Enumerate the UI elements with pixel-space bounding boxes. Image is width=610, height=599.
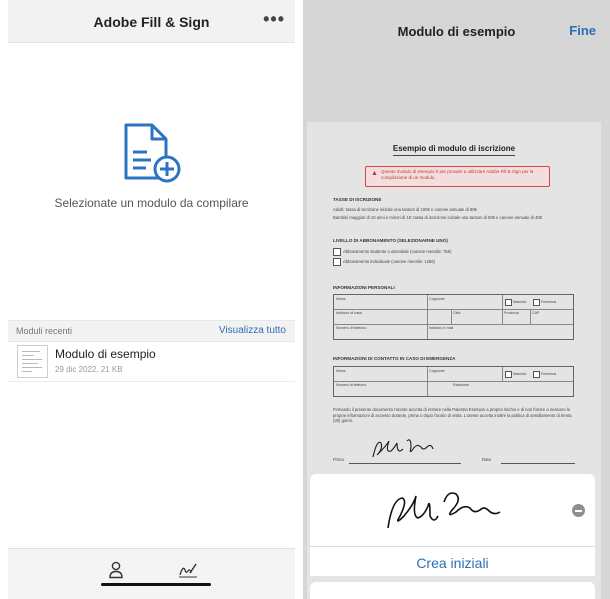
emergency-female-label: Femmina — [541, 372, 556, 376]
next-panel — [310, 582, 595, 599]
profile-icon[interactable] — [108, 561, 124, 584]
emergency-heading: INFORMAZIONI DI CONTATTO IN CASO DI EMERGENZA — [333, 356, 456, 361]
add-document-icon[interactable] — [122, 122, 184, 189]
gender-female-checkbox[interactable] — [533, 299, 540, 306]
form-header-title: Modulo di esempio — [397, 24, 516, 39]
gender-male-label: Maschio — [513, 300, 527, 304]
firma-label: Firma — [333, 457, 344, 462]
field-citta: Città — [453, 311, 461, 315]
signature-pen-icon[interactable] — [178, 561, 198, 584]
recents-title: Moduli recenti — [16, 326, 73, 336]
data-label: Data — [482, 457, 491, 462]
gender-female-label: Femmina — [541, 300, 556, 304]
remove-minus-icon[interactable] — [572, 504, 585, 517]
emergency-male-label: Maschio — [513, 372, 527, 376]
recents-header — [8, 320, 295, 342]
home-screen — [8, 0, 295, 599]
warning-icon: ▲ — [371, 170, 378, 177]
create-initials-button[interactable]: Crea iniziali — [416, 555, 489, 571]
emergency-field-cognome: Cognome — [429, 369, 445, 373]
date-line[interactable] — [501, 463, 575, 464]
fees-line-1: Adulti: tassa di iscrizione iniziale una tantum di 100€ e canone annuale di 80€ — [333, 207, 477, 212]
tab-bar — [8, 548, 295, 599]
gender-male-checkbox[interactable] — [505, 299, 512, 306]
form-title: Esempio di modulo di iscrizione — [392, 144, 516, 153]
membership-checkbox-individual[interactable] — [333, 258, 341, 266]
view-all-link[interactable]: Visualizza tutto — [218, 325, 286, 336]
membership-checkbox-student[interactable] — [333, 248, 341, 256]
empty-state-label: Selezionate un modulo da compilare — [54, 196, 249, 210]
fees-line-2: Bambini maggiori di 10 anni e minori di 18: tassa di iscrizione iniziale una tantum di 50€ e canone annuale di 40€ — [333, 215, 543, 220]
divider — [310, 546, 595, 547]
initials-panel — [310, 474, 595, 576]
done-button[interactable]: Fine — [569, 23, 596, 38]
field-telefono: Numero di telefono — [336, 326, 367, 330]
app-title: Adobe Fill & Sign — [93, 14, 210, 30]
emergency-field-telefono: Numero di telefono — [336, 383, 367, 387]
field-cognome: Cognome — [429, 297, 445, 301]
emergency-field-nome: Nome — [336, 369, 346, 373]
document-name: Modulo di esempio — [55, 347, 156, 361]
signature-image — [367, 433, 437, 463]
disclaimer-text: Firmando il presente documento l'utente accetta di entrare nella Palestra Esempio a proprio rischio e di non fornire a nessuno le proprie informazioni di accesso durante, prima o dopo l'orario di visita. L'utente accetta inoltre la politica di annullamento di trenta (30) giorni. — [333, 407, 572, 424]
home-indicator — [101, 583, 211, 586]
warning-text: Questo modulo di esempio è per provare a utilizzare Adobe Fill & Sign per la compilazione di un modulo. — [381, 169, 534, 180]
signature-line[interactable] — [349, 463, 461, 464]
document-meta: 29 dic 2022, 21 KB — [55, 365, 123, 374]
form-screen — [303, 0, 610, 599]
field-indirizzo: Indirizzo di casa — [336, 311, 362, 315]
membership-option-student: Abbonamento studente o aziendale (canone mensile: 75€) — [343, 249, 452, 254]
document-thumbnail — [17, 345, 48, 378]
fees-heading: TASSE DI ISCRIZIONE — [333, 197, 382, 202]
membership-option-individual: Abbonamento individuale (canone mensile: 125€) — [343, 259, 435, 264]
emergency-male-checkbox[interactable] — [505, 371, 512, 378]
saved-signature[interactable] — [380, 486, 510, 534]
field-nome: Nome — [336, 297, 346, 301]
field-email: Indirizzo e-mail — [429, 326, 454, 330]
more-horizontal-icon[interactable]: ••• — [263, 9, 285, 29]
personal-info-table[interactable] — [333, 294, 574, 340]
emergency-contact-table[interactable] — [333, 366, 574, 397]
membership-heading: LIVELLO DI ABBONAMENTO (SELEZIONARNE UNO) — [333, 238, 448, 243]
emergency-field-relazione: Relazione — [453, 383, 469, 387]
list-item[interactable] — [8, 341, 295, 381]
title-underline — [393, 155, 515, 156]
warning-banner — [365, 166, 550, 187]
personal-heading: INFORMAZIONI PERSONALI — [333, 285, 395, 290]
form-header — [303, 0, 610, 58]
divider — [8, 381, 295, 382]
field-provincia: Provincia — [504, 311, 519, 315]
field-cap: CAP — [532, 311, 540, 315]
emergency-female-checkbox[interactable] — [533, 371, 540, 378]
app-header — [8, 0, 295, 43]
